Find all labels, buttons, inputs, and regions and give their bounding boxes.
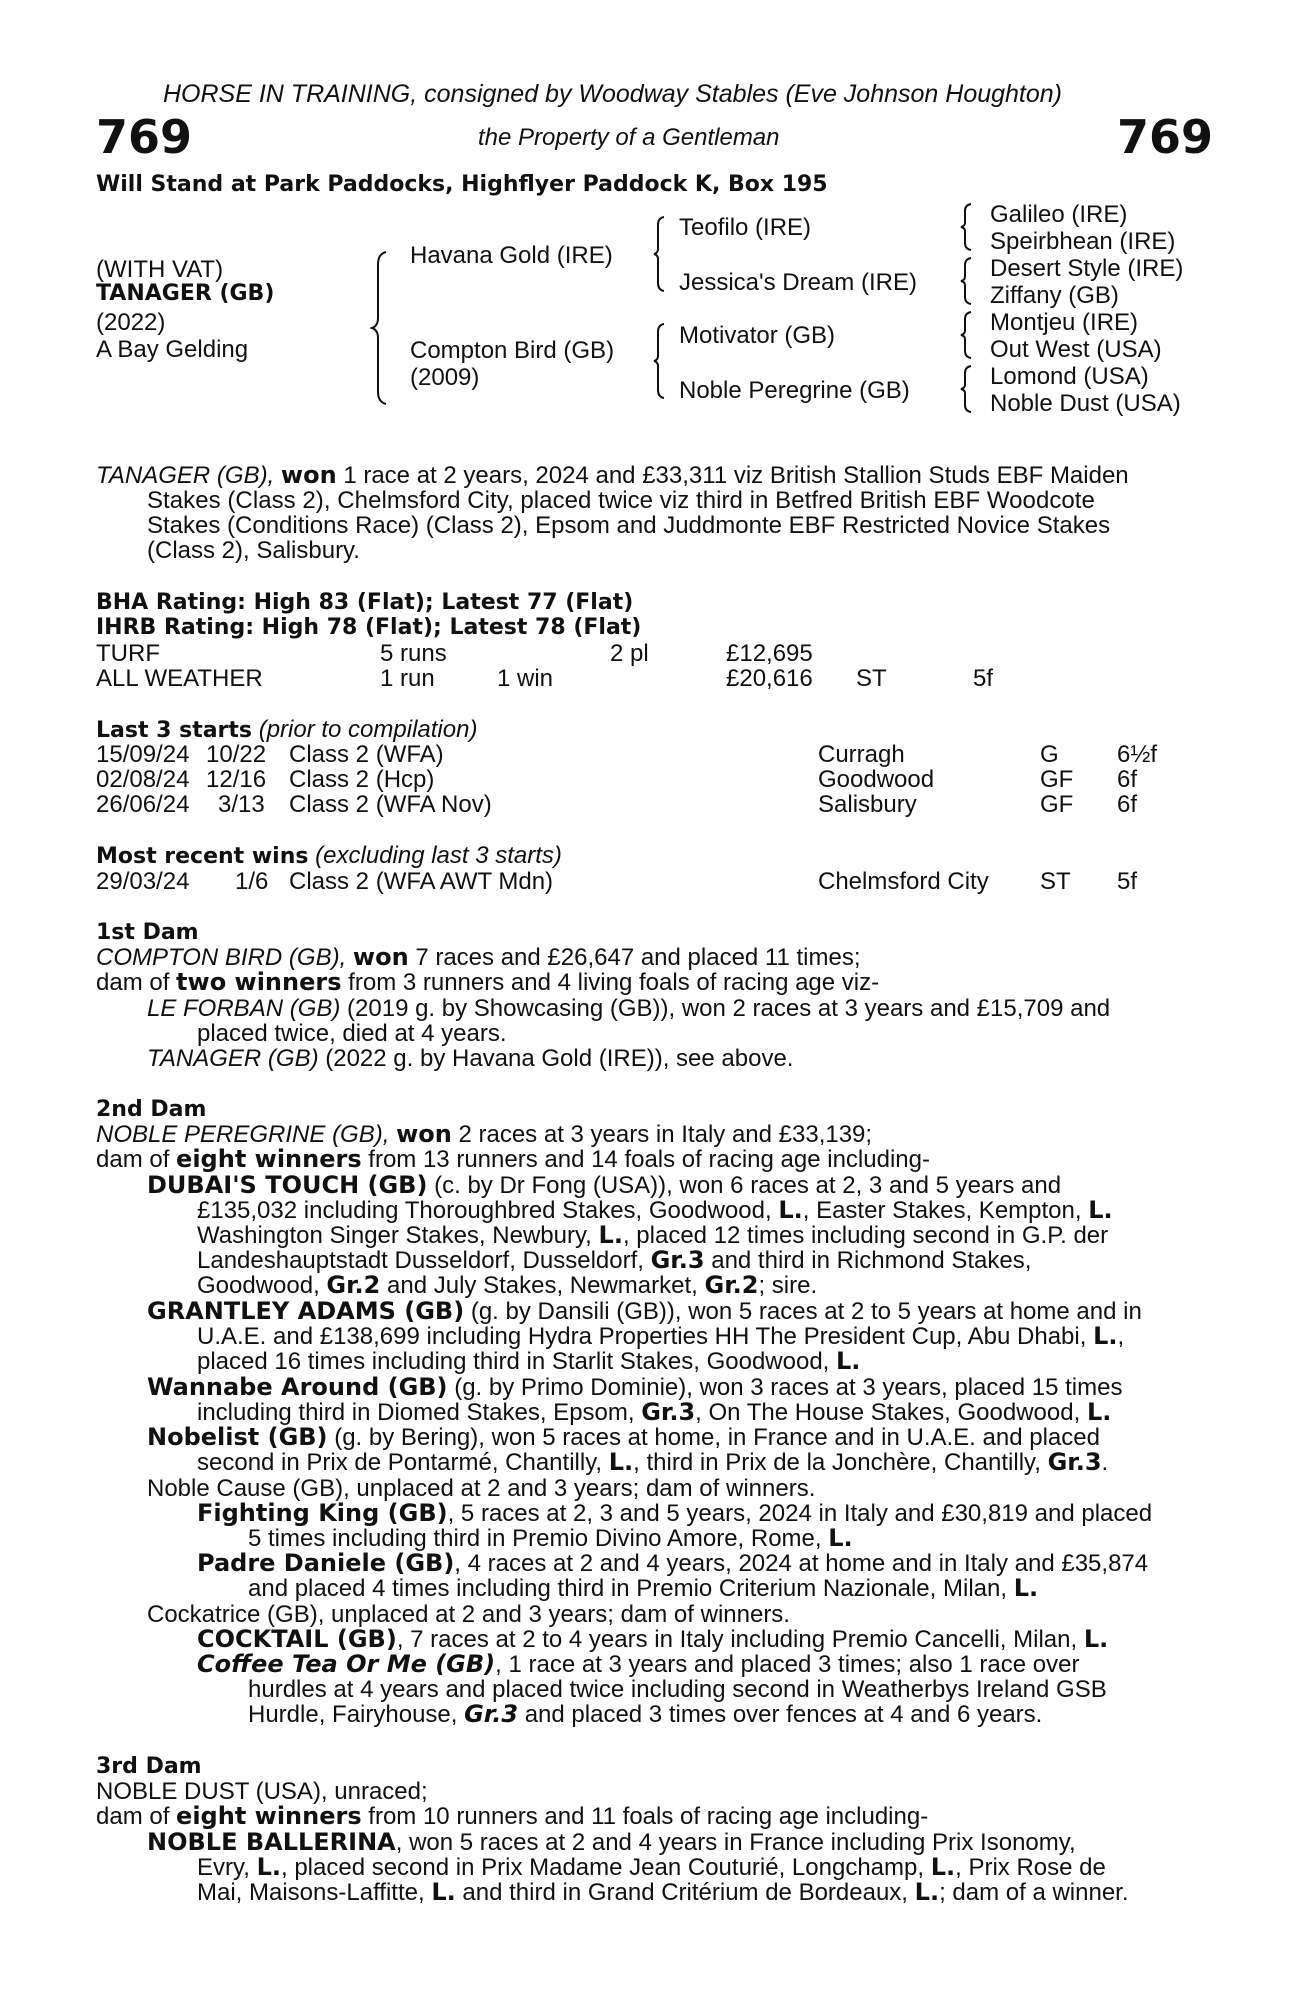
bha-rating: BHA Rating: High 83 (Flat); Latest 77 (Flat) [96,590,634,615]
last3-pos: 10/22 [206,741,267,768]
ped-dds: Lomond (USA) [990,363,1149,390]
ratings-earnings: £12,695 [726,640,813,667]
dam3-title: 3rd Dam [96,1754,202,1779]
recent-note: (excluding last 3 starts) [315,842,562,869]
last3-date: 02/08/24 [96,766,190,793]
sire-sire: Teofilo (IRE) [679,214,812,241]
vat-label: (WITH VAT) [96,256,224,283]
dam1-progeny-1-cont: placed twice, died at 4 years. [197,1020,507,1047]
last3-race: Class 2 (WFA) [289,741,444,768]
recent-dist: 5f [1117,868,1138,895]
last3-race: Class 2 (Hcp) [289,766,435,793]
last3-title: Last 3 starts [96,718,253,743]
ped-dss: Montjeu (IRE) [990,309,1139,336]
ratings-earnings: £20,616 [726,665,813,692]
ped-ssd: Speirbhean (IRE) [990,228,1176,255]
last3-race: Class 2 (WFA Nov) [289,791,492,818]
dam3-line-1: NOBLE DUST (USA), unraced; [96,1778,428,1805]
horse-name: TANAGER (GB) [96,281,275,306]
dam-year: (2009) [410,364,480,391]
sire-name: Havana Gold (IRE) [410,242,613,269]
pedigree-brace-g3-1 [959,202,973,252]
progeny-padre-daniele: Padre Daniele (GB), 4 races at 2 and 4 years, 2024 at home and in Italy and £35,874 [197,1549,1149,1577]
summary-text-4: (Class 2), Salisbury. [147,537,360,564]
ratings-wins: 1 win [497,665,554,692]
summary-text-3: Stakes (Conditions Race) (Class 2), Epsom and Juddmonte EBF Restricted Novice Stakes [147,512,1111,539]
dam-name: Compton Bird (GB) [410,337,615,364]
ped-ddd: Noble Dust (USA) [990,390,1181,417]
ratings-going: ST [856,665,887,692]
dam1-progeny-2: TANAGER (GB) (2022 g. by Havana Gold (IRE)), see above. [147,1045,794,1072]
last3-note: (prior to compilation) [258,716,478,743]
lot-number-right: 769 [1117,110,1214,164]
ratings-surface: TURF [96,640,160,667]
horse-year: (2022) [96,309,166,336]
summary-text-2: Stakes (Class 2), Chelmsford City, placed twice viz third in Betfred British EBF Woodcote [147,487,1095,514]
summary-horse-name: TANAGER (GB), [96,462,275,489]
progeny-cockatrice: Cockatrice (GB), unplaced at 2 and 3 years; dam of winners. [147,1601,790,1628]
progeny-noble-cause: Noble Cause (GB), unplaced at 2 and 3 years; dam of winners. [147,1475,816,1502]
progeny-coffee-tea-or-me: Coffee Tea Or Me (GB), 1 race at 3 years and placed 3 times; also 1 race over [197,1650,1080,1678]
horse-description: A Bay Gelding [96,336,249,363]
ped-dsd: Out West (USA) [990,336,1162,363]
consignment-line: HORSE IN TRAINING, consigned by Woodway Stables (Eve Johnson Houghton) [163,80,1063,108]
last3-dist: 6f [1117,766,1138,793]
recent-going: ST [1040,868,1071,895]
pedigree-brace-g3-3 [959,310,973,360]
dam3-line-2: dam of eight winners from 10 runners and 11 foals of racing age including- [96,1802,929,1830]
dam2-title: 2nd Dam [96,1097,207,1122]
summary-won: won [280,461,337,489]
dam1-progeny-1: LE FORBAN (GB) (2019 g. by Showcasing (GB)), won 2 races at 3 years and £15,709 and [147,995,1111,1022]
dam1-line-1: COMPTON BIRD (GB), won 7 races and £26,647 and placed 11 times; [96,943,861,971]
last3-course: Curragh [818,741,905,768]
dam2-line-2: dam of eight winners from 13 runners and 14 foals of racing age including- [96,1145,930,1173]
progeny-fighting-king: Fighting King (GB), 5 races at 2, 3 and 5 years, 2024 in Italy and £30,819 and placed [197,1499,1153,1527]
last3-dist: 6½f [1117,741,1158,768]
progeny-dubais-touch: DUBAI'S TOUCH (GB) (c. by Dr Fong (USA)), won 6 races at 2, 3 and 5 years and [147,1171,1062,1199]
property-line: the Property of a Gentleman [478,124,780,151]
last3-dist: 6f [1117,791,1138,818]
pedigree-brace-g3-2 [959,256,973,306]
ratings-distance: 5f [973,665,994,692]
ped-sss: Galileo (IRE) [990,201,1128,228]
last3-course: Goodwood [818,766,935,793]
last3-date: 26/06/24 [96,791,190,818]
dam-sire: Motivator (GB) [679,322,836,349]
last3-pos: 3/13 [218,791,265,818]
pedigree-brace-main [370,250,388,406]
dam2-line-1: NOBLE PEREGRINE (GB), won 2 races at 3 years in Italy and £33,139; [96,1120,873,1148]
pedigree-brace-g3-4 [959,364,973,414]
ped-sdd: Ziffany (GB) [990,282,1119,309]
last3-going: GF [1040,766,1074,793]
last3-pos: 12/16 [206,766,267,793]
pedigree-brace-dam [652,322,666,400]
location-line: Will Stand at Park Paddocks, Highflyer Paddock K, Box 195 [96,172,828,197]
recent-race: Class 2 (WFA AWT Mdn) [289,868,554,895]
recent-title: Most recent wins [96,844,309,869]
pedigree-brace-sire [652,215,666,293]
last3-going: G [1040,741,1059,768]
sire-dam: Jessica's Dream (IRE) [679,269,917,296]
ratings-placed: 2 pl [610,640,649,667]
progeny-nobelist: Nobelist (GB) (g. by Bering), won 5 races at home, in France and in U.A.E. and placed [147,1423,1100,1451]
ihrb-rating: IHRB Rating: High 78 (Flat); Latest 78 (Flat) [96,615,642,640]
last3-going: GF [1040,791,1074,818]
recent-course: Chelmsford City [818,868,989,895]
lot-number-left: 769 [96,110,193,164]
recent-pos: 1/6 [235,868,269,895]
last3-date: 15/09/24 [96,741,190,768]
ratings-runs: 1 run [380,665,435,692]
dam-dam: Noble Peregrine (GB) [679,377,910,404]
dam1-line-2: dam of two winners from 3 runners and 4 living foals of racing age viz- [96,968,880,996]
ped-sds: Desert Style (IRE) [990,255,1184,282]
progeny-wannabe-around: Wannabe Around (GB) (g. by Primo Dominie), won 3 races at 3 years, placed 15 times [147,1373,1123,1401]
recent-date: 29/03/24 [96,868,190,895]
ratings-surface: ALL WEATHER [96,665,263,692]
progeny-cocktail: COCKTAIL (GB), 7 races at 2 to 4 years in Italy including Premio Cancelli, Milan, L. [197,1625,1109,1653]
ratings-runs: 5 runs [380,640,447,667]
last3-course: Salisbury [818,791,917,818]
progeny-noble-ballerina: NOBLE BALLERINA, won 5 races at 2 and 4 years in France including Prix Isonomy, [147,1828,1076,1856]
progeny-grantley-adams: GRANTLEY ADAMS (GB) (g. by Dansili (GB)), won 5 races at 2 to 5 years at home and in [147,1297,1142,1325]
dam1-title: 1st Dam [96,920,199,945]
summary-text-1: 1 race at 2 years, 2024 and £33,311 viz British Stallion Studs EBF Maiden [336,462,1129,489]
